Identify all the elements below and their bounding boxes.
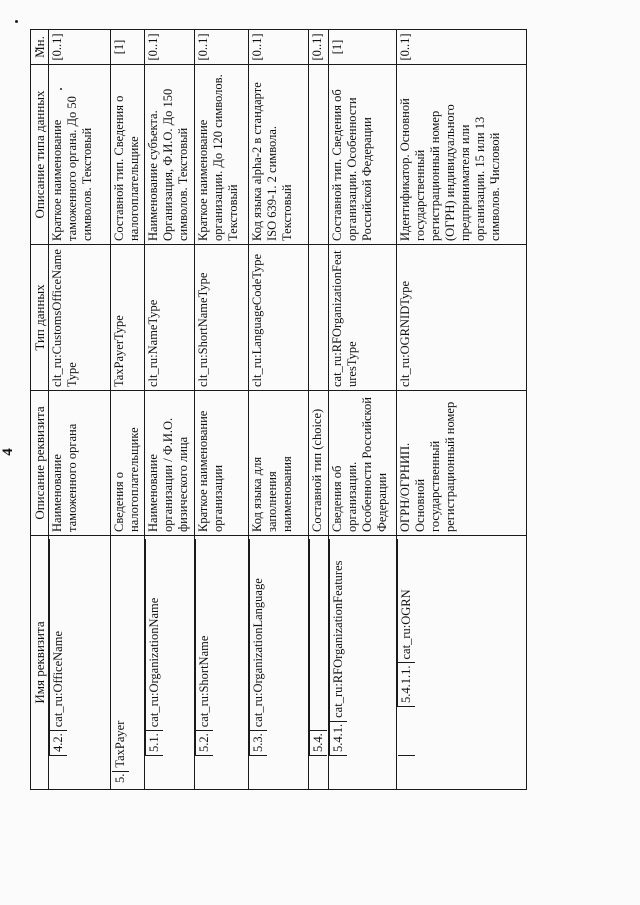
header-description: Описание реквизита [31,391,49,536]
type-cell: clt_ru:NameType [145,245,195,391]
description-cell: Наименование таможенного органа [49,391,111,536]
name-cell [195,536,249,790]
row-number: 5.4.1. [330,721,347,755]
description-cell: Сведения об организации. Особенности Российской Федерации [329,391,397,536]
description-cell: Наименование организации / Ф.И.О. физического лица [145,391,195,536]
type-cell [309,245,329,391]
description-cell: Составной тип (choice) [309,391,329,536]
type-description-cell: Код языка alpha-2 в стандарте ISO 639-1. 2 символа. Текстовый [249,65,309,245]
multiplicity-cell: [1] [111,30,145,65]
table-row [309,30,329,790]
header-type-description: Описание типа данных [31,65,49,245]
type-cell: TaxPayerType [111,245,145,391]
requisite-name: cat_ru:ShortName [197,635,211,728]
type-description-cell [309,65,329,245]
requisites-table [30,29,527,790]
requisite-name: cat_ru:RFOrganizationFeatures [331,560,345,718]
multiplicity-cell: [0..1] [195,30,249,65]
name-cell [145,536,195,790]
table-row [397,30,527,790]
table-row [329,30,397,790]
multiplicity-cell: [0..1] [397,30,527,65]
type-cell: clt_ru:CustomsOfficeNameType [49,245,111,391]
row-number: 5. [112,771,129,786]
table-row [249,30,309,790]
header-name: Имя реквизита [31,536,49,790]
row-number: 5.4. [310,730,327,755]
type-cell: clt_ru:LanguageCodeType [249,245,309,391]
description-cell: Краткое наименование организации [195,391,249,536]
requisite-name: cat_ru:OGRN [399,589,413,660]
table-row [111,30,145,790]
header-multiplicity: Мн. [31,30,49,65]
multiplicity-cell: [0..1] [49,30,111,65]
row-number: 5.4.1.1. [398,663,415,707]
multiplicity-cell: [1] [329,30,397,65]
type-cell: clt_ru:OGRNIDType [397,245,527,391]
name-cell [309,536,329,790]
page-number: 4 [0,448,16,456]
type-description-cell: Идентификатор. Основной государственный регистрационный номер (ОГРН) индивидуального предпринимателя или организации. 15 или 13 символов. Числовой [397,65,527,245]
multiplicity-cell: [0..1] [309,30,329,65]
description-cell: Код языка для заполнения наименования [249,391,309,536]
table-header-row [31,30,49,790]
name-cell [329,536,397,790]
header-type: Тип данных [31,245,49,391]
row-number: 5.1. [146,730,163,755]
table-row [49,30,111,790]
type-cell: clt_ru:ShortNameType [195,245,249,391]
type-description-cell: Краткое наименование организации. До 120 символов. Текстовый [195,65,249,245]
multiplicity-cell: [0..1] [145,30,195,65]
description-cell: ОГРН/ОГРНИП. Основной государственный регистрационный номер [397,391,527,536]
table-row [145,30,195,790]
requisite-name: cat_ru:OfficeName [51,631,65,728]
row-number: 5.2. [196,730,213,755]
requisite-name: cat_ru:OrganizationName [147,597,161,728]
type-description-cell: Составной тип. Сведения об организации. Особенности Российской Федерации [329,65,397,245]
type-description-cell: Краткое наименование таможенного органа. До 50 символов. Текстовый [49,65,111,245]
requisite-name [310,539,327,730]
row-number: 5.3. [250,730,267,755]
name-cell [49,536,111,790]
name-cell [249,536,309,790]
type-description-cell: Составной тип. Сведения о налогоплательщике [111,65,145,245]
requisite-name: TaxPayer [113,720,127,768]
type-description-cell: Наименование субъекта. Организация, Ф.И.О. До 150 символов. Текстовый [145,65,195,245]
type-cell: cat_ru:RFOrganizationFeaturesType [329,245,397,391]
requisite-name: cat_ru:OrganizationLanguage [251,578,265,728]
name-cell [397,536,527,790]
multiplicity-cell: [0..1] [249,30,309,65]
name-cell [111,536,145,790]
description-cell: Сведения о налогоплательщике [111,391,145,536]
row-number: 4.2. [50,730,67,755]
table-row [195,30,249,790]
